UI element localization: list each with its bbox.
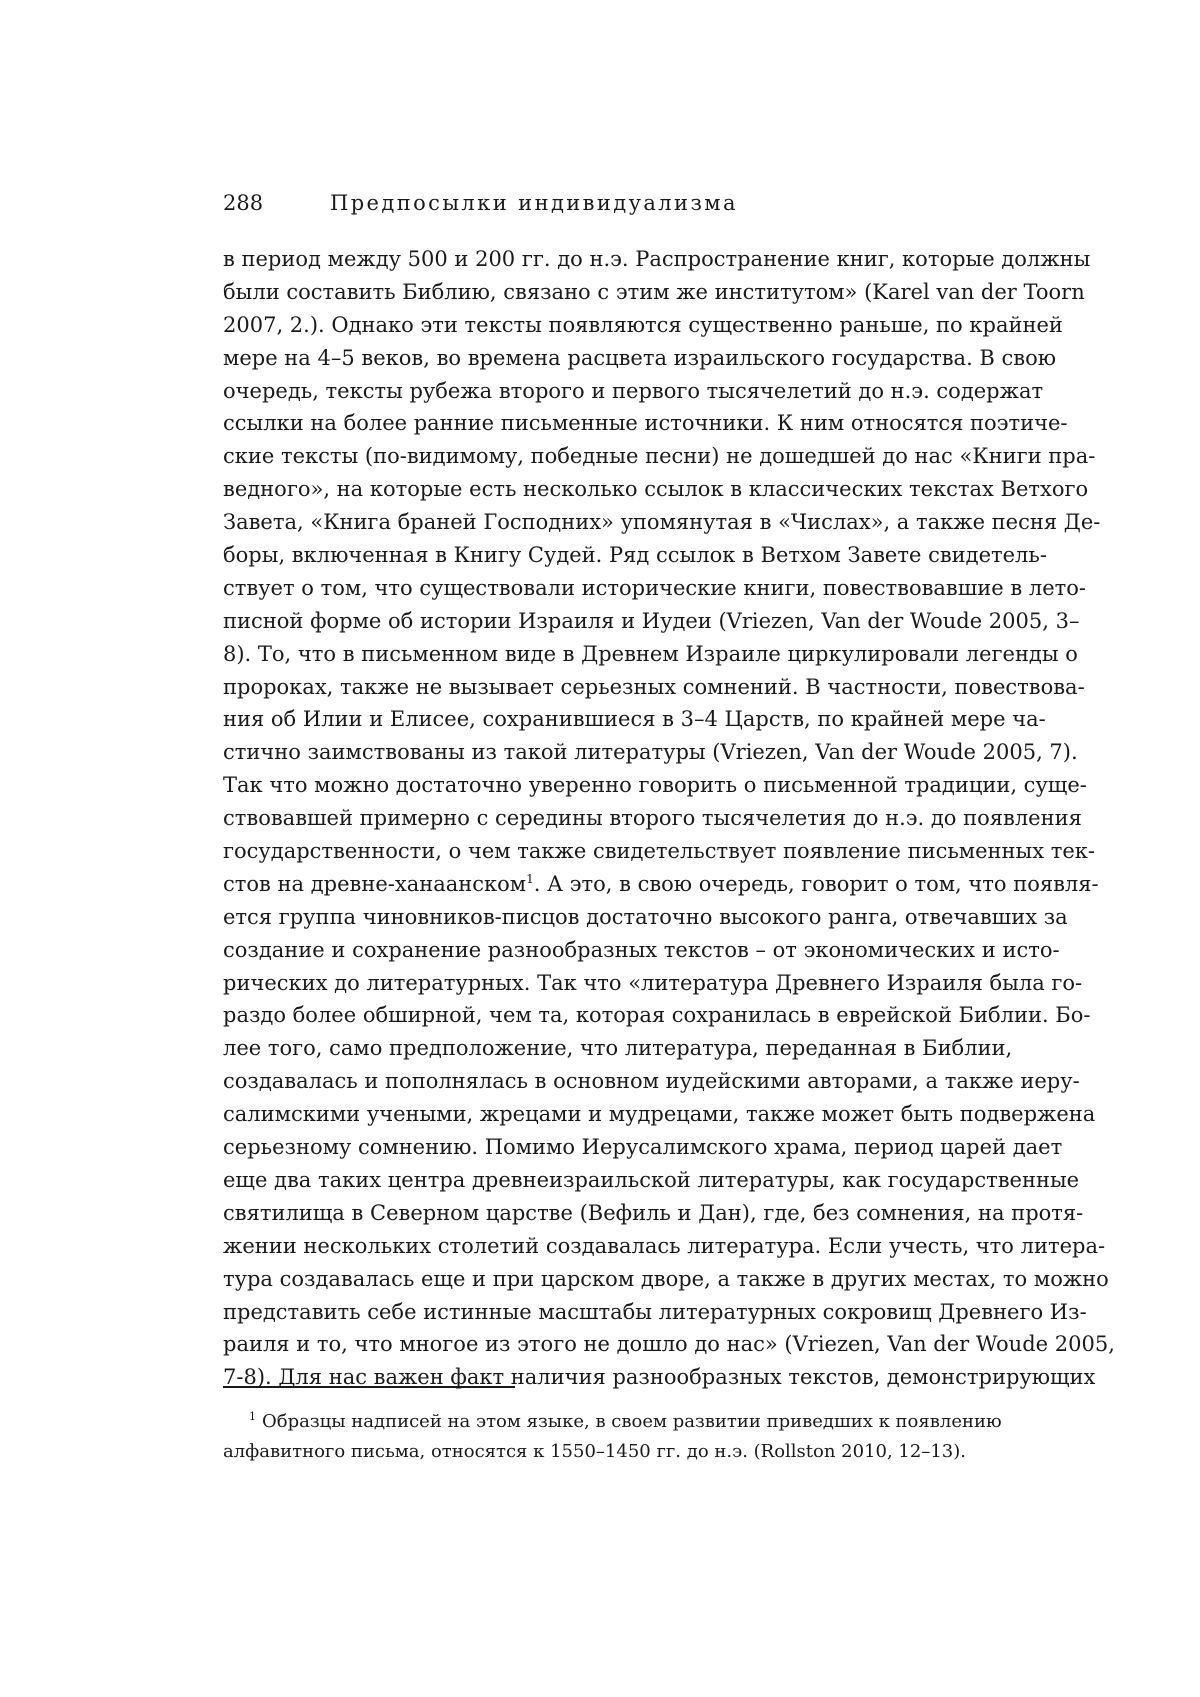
text-line: Завета, «Книга браней Господних» упомянутая в «Числах», а также песня Де- [223, 510, 1101, 535]
text-line: ствует о том, что существовали исторические книги, повествовавшие в лето- [223, 575, 1086, 600]
footnote-line: алфавитного письма, относятся к 1550–1450 гг. до н.э. (Rollston 2010, 12–13). [223, 1441, 966, 1462]
text-line: боры, включенная в Книгу Судей. Ряд ссылок в Ветхом Завете свидетель- [223, 543, 1047, 568]
running-title: Предпосылки индивидуализма [330, 191, 738, 215]
text-line: жении нескольких столетий создавалась литература. Если учесть, что литера- [223, 1233, 1106, 1258]
text-line: стично заимствованы из такой литературы (Vriezen, Van der Woude 2005, 7). [223, 740, 1078, 765]
text-line: Так что можно достаточно уверенно говорить о письменной традиции, суще- [223, 773, 1087, 798]
text-line: 7-8). Для нас важен факт наличия разнообразных текстов, демонстрирующих [223, 1365, 1096, 1390]
running-head [223, 188, 983, 218]
text-line: очередь, тексты рубежа второго и первого тысячелетий до н.э. содержат [223, 378, 1044, 403]
text-segment: . А это, в свою очередь, говорит о том, что появля- [533, 871, 1099, 896]
text-line: создавалась и пополнялась в основном иудейскими авторами, а также иеру- [223, 1069, 1080, 1094]
text-line: ведного», на которые есть несколько ссылок в классических текстах Ветхого [223, 477, 1089, 502]
text-line: ется группа чиновников-писцов достаточно высокого ранга, отвечавших за [223, 904, 1068, 929]
text-line: были составить Библию, связано с этим же институтом» (Karel van der Toorn [223, 279, 1085, 304]
text-line: салимскими учеными, жрецами и мудрецами, также может быть подвержена [223, 1102, 1096, 1127]
text-line: ния об Илии и Елисее, сохранившиеся в 3–4 Царств, по крайней мере ча- [223, 707, 1046, 732]
text-line: 2007, 2.). Однако эти тексты появляются существенно раньше, по крайней [223, 312, 1063, 337]
text-line: святилища в Северном царстве (Вефиль и Дан), где, без сомнения, на протя- [223, 1200, 1084, 1225]
text-line: в период между 500 и 200 гг. до н.э. Распространение книг, которые должны [223, 247, 1091, 271]
text-line: 8). То, что в письменном виде в Древнем Израиле циркулировали легенды о [223, 641, 1078, 666]
text-line: ствовавшей примерно с середины второго тысячелетия до н.э. до появления [223, 806, 1082, 831]
footnote-text: Образцы надписей на этом языке, в своем развитии приведших к появлению [262, 1411, 1002, 1432]
text-line: тура создавалась еще и при царском дворе, а также в других местах, то можно [223, 1266, 1109, 1291]
text-line-with-footnote-ref [223, 868, 1099, 901]
text-line: пророках, также не вызывает серьезных сомнений. В частности, повествова- [223, 674, 1085, 699]
footnote-line [223, 1407, 1002, 1437]
text-line: мере на 4–5 веков, во времена расцвета израильского государства. В свою [223, 345, 1057, 370]
page-number: 288 [223, 191, 264, 215]
footnote-reference[interactable]: 1 [526, 871, 534, 886]
text-line: раздо более обширной, чем та, которая сохранилась в еврейской Библии. Бо- [223, 1003, 1091, 1028]
text-line: государственности, о чем также свидетельствует появление письменных тек- [223, 839, 1096, 864]
footnotes [223, 1407, 1002, 1467]
text-line: представить себе истинные масштабы литературных сокровищ Древнего Из- [223, 1299, 1087, 1324]
text-line: ссылки на более ранние письменные источники. К ним относятся поэтиче- [223, 411, 1068, 436]
text-line: лее того, само предположение, что литература, переданная в Библии, [223, 1036, 1013, 1061]
text-line: серьезному сомнению. Помимо Иерусалимского храма, период царей дает [223, 1135, 1063, 1160]
text-line: еще два таких центра древнеизраильской литературы, как государственные [223, 1167, 1080, 1192]
footnote-mark: 1 [249, 1410, 256, 1423]
text-line: раиля и то, что многое из этого не дошло до нас» (Vriezen, Van der Woude 2005, [223, 1332, 1115, 1357]
text-segment: стов на древне-ханаанском [223, 871, 527, 896]
text-line: писной форме об истории Израиля и Иудеи (Vriezen, Van der Woude 2005, 3– [223, 608, 1080, 633]
text-line: создание и сохранение разнообразных текстов – от экономических и исто- [223, 937, 1060, 962]
text-line: ские тексты (по-видимому, победные песни) не дошедшей до нас «Книги пра- [223, 444, 1096, 469]
footnote-divider [223, 1386, 515, 1388]
main-text [223, 243, 1115, 1394]
text-line: рических до литературных. Так что «литература Древнего Израиля была го- [223, 970, 1083, 995]
